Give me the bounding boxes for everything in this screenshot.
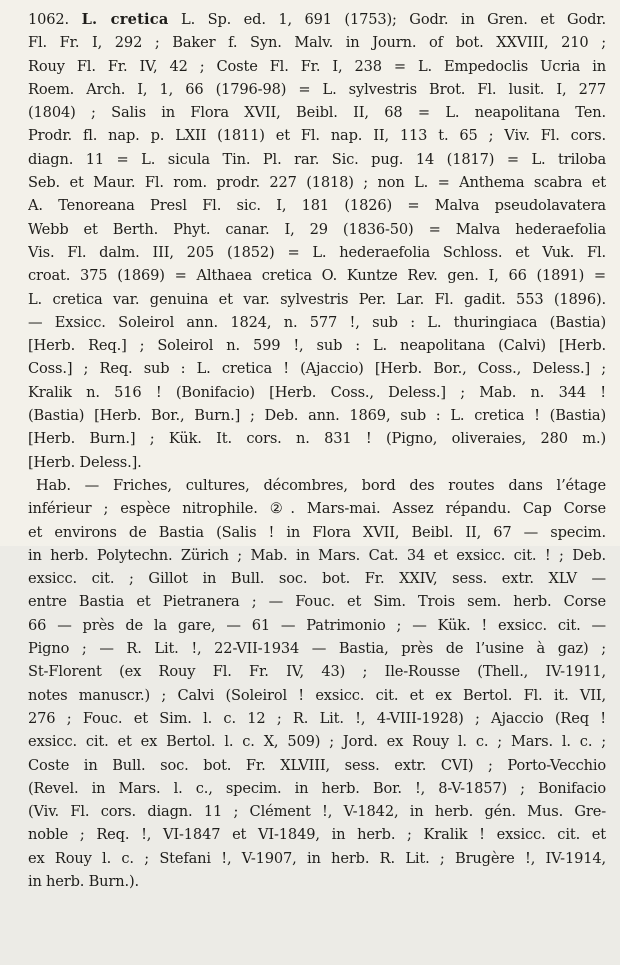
habitat-line: entre Bastia et Pietranera ; — Fouc. et Sim. Trois sem. herb. Corse xyxy=(28,593,606,611)
habitat-line: exsicc. cit. et ex Bertol. l. c. X, 509) ; Jord. ex Rouy l. c. ; Mars. l. c. ; xyxy=(28,733,606,751)
entry-line: L. cretica var. genuina et var. sylvestris Per. Lar. Fl. gadit. 553 (1896). xyxy=(28,290,606,308)
entry-line: Seb. et Maur. Fl. rom. prodr. 227 (1818) ; non L. = Anthema scabra et xyxy=(28,174,606,192)
entry-line: (Bastia) [Herb. Bor., Burn.] ; Deb. ann. 1869, sub : L. cretica ! (Bastia) xyxy=(28,407,606,425)
habitat-line: Hab. — Friches, cultures, décombres, bord des routes dans l’étage xyxy=(36,476,606,494)
habitat-paragraph xyxy=(28,474,606,893)
habitat-line: in herb. Burn.). xyxy=(28,872,140,890)
entry-line: [Herb. Deless.]. xyxy=(28,453,142,471)
entry-line: [Herb. Req.] ; Soleirol n. 599 !, sub : L. neapolitana (Calvi) [Herb. xyxy=(28,337,606,355)
entry-line: 1062. L. cretica L. Sp. ed. 1, 691 (1753); Godr. in Gren. et Godr. xyxy=(28,11,606,28)
habitat-line: ex Rouy l. c. ; Stefani !, V-1907, in herb. R. Lit. ; Brugère !, IV-1914, xyxy=(28,849,606,867)
habitat-line: Coste in Bull. soc. bot. Fr. XLVIII, sess. extr. CVI) ; Porto-Vecchio xyxy=(28,756,606,774)
entry-line: A. Tenoreana Presl Fl. sic. I, 181 (1826) = Malva pseudolavatera xyxy=(28,197,606,215)
entry-line: Prodr. fl. nap. p. LXII (1811) et Fl. nap. II, 113 t. 65 ; Viv. Fl. cors. xyxy=(28,127,606,145)
habitat-line: (Revel. in Mars. l. c., specim. in herb. Bor. !, 8-V-1857) ; Bonifacio xyxy=(28,779,606,797)
entry-line: — Exsicc. Soleirol ann. 1824, n. 577 !, sub : L. thuringiaca (Bastia) xyxy=(28,313,606,331)
habitat-line: notes manuscr.) ; Calvi (Soleirol ! exsicc. cit. et ex Bertol. Fl. it. VII, xyxy=(28,686,606,704)
species-name: L. cretica xyxy=(81,11,169,28)
entry-number: 1062. xyxy=(28,11,70,28)
entry-line: Vis. Fl. dalm. III, 205 (1852) = L. hederaefolia Schloss. et Vuk. Fl. xyxy=(28,243,606,261)
habitat-line: noble ; Req. !, VI-1847 et VI-1849, in herb. ; Kralik ! exsicc. cit. et xyxy=(28,826,606,844)
habitat-line: 276 ; Fouc. et Sim. l. c. 12 ; R. Lit. !, 4-VIII-1928) ; Ajaccio (Req ! xyxy=(28,709,606,727)
habitat-line: (Viv. Fl. cors. diagn. 11 ; Clément !, V-1842, in herb. gén. Mus. Gre- xyxy=(28,803,606,821)
habitat-line: inférieur ; espèce nitrophile. ②. Mars-mai. Assez répandu. Cap Corse xyxy=(28,500,606,518)
entry-line: Coss.] ; Req. sub : L. cretica ! (Ajaccio) [Herb. Bor., Coss., Deless.] ; xyxy=(28,360,606,378)
habitat-line: in herb. Polytechn. Zürich ; Mab. in Mars. Cat. 34 et exsicc. cit. ! ; Deb. xyxy=(28,546,606,564)
entry-line: Fl. Fr. I, 292 ; Baker f. Syn. Malv. in Journ. of bot. XXVIII, 210 ; xyxy=(28,34,606,52)
habitat-line: St-Florent (ex Rouy Fl. Fr. IV, 43) ; Ile-Rousse (Thell., IV-1911, xyxy=(28,663,606,681)
species-entry xyxy=(28,8,606,474)
habitat-line: 66 — près de la gare, — 61 — Patrimonio ; — Kük. ! exsicc. cit. — xyxy=(28,616,606,634)
entry-line: Rouy Fl. Fr. IV, 42 ; Coste Fl. Fr. I, 238 = L. Empedoclis Ucria in xyxy=(28,57,606,75)
entry-line: Kralik n. 516 ! (Bonifacio) [Herb. Coss., Deless.] ; Mab. n. 344 ! xyxy=(28,383,606,401)
habitat-line: et environs de Bastia (Salis ! in Flora XVII, Beibl. II, 67 — specim. xyxy=(28,523,606,541)
entry-line: diagn. 11 = L. sicula Tin. Pl. rar. Sic. pug. 14 (1817) = L. triloba xyxy=(28,150,606,168)
entry-line: Webb et Berth. Phyt. canar. I, 29 (1836-50) = Malva hederaefolia xyxy=(28,220,606,238)
entry-line: [Herb. Burn.] ; Kük. It. cors. n. 831 ! (Pigno, oliveraies, 280 m.) xyxy=(28,430,606,448)
entry-line: croat. 375 (1869) = Althaea cretica O. Kuntze Rev. gen. I, 66 (1891) = xyxy=(28,267,606,285)
entry-line: Roem. Arch. I, 1, 66 (1796-98) = L. sylvestris Brot. Fl. lusit. I, 277 xyxy=(28,80,606,98)
entry-line: (1804) ; Salis in Flora XVII, Beibl. II, 68 = L. neapolitana Ten. xyxy=(28,104,606,122)
habitat-line: exsicc. cit. ; Gillot in Bull. soc. bot. Fr. XXIV, sess. extr. XLV — xyxy=(28,570,606,588)
habitat-line: Pigno ; — R. Lit. !, 22-VII-1934 — Bastia, près de l’usine à gaz) ; xyxy=(28,640,606,658)
